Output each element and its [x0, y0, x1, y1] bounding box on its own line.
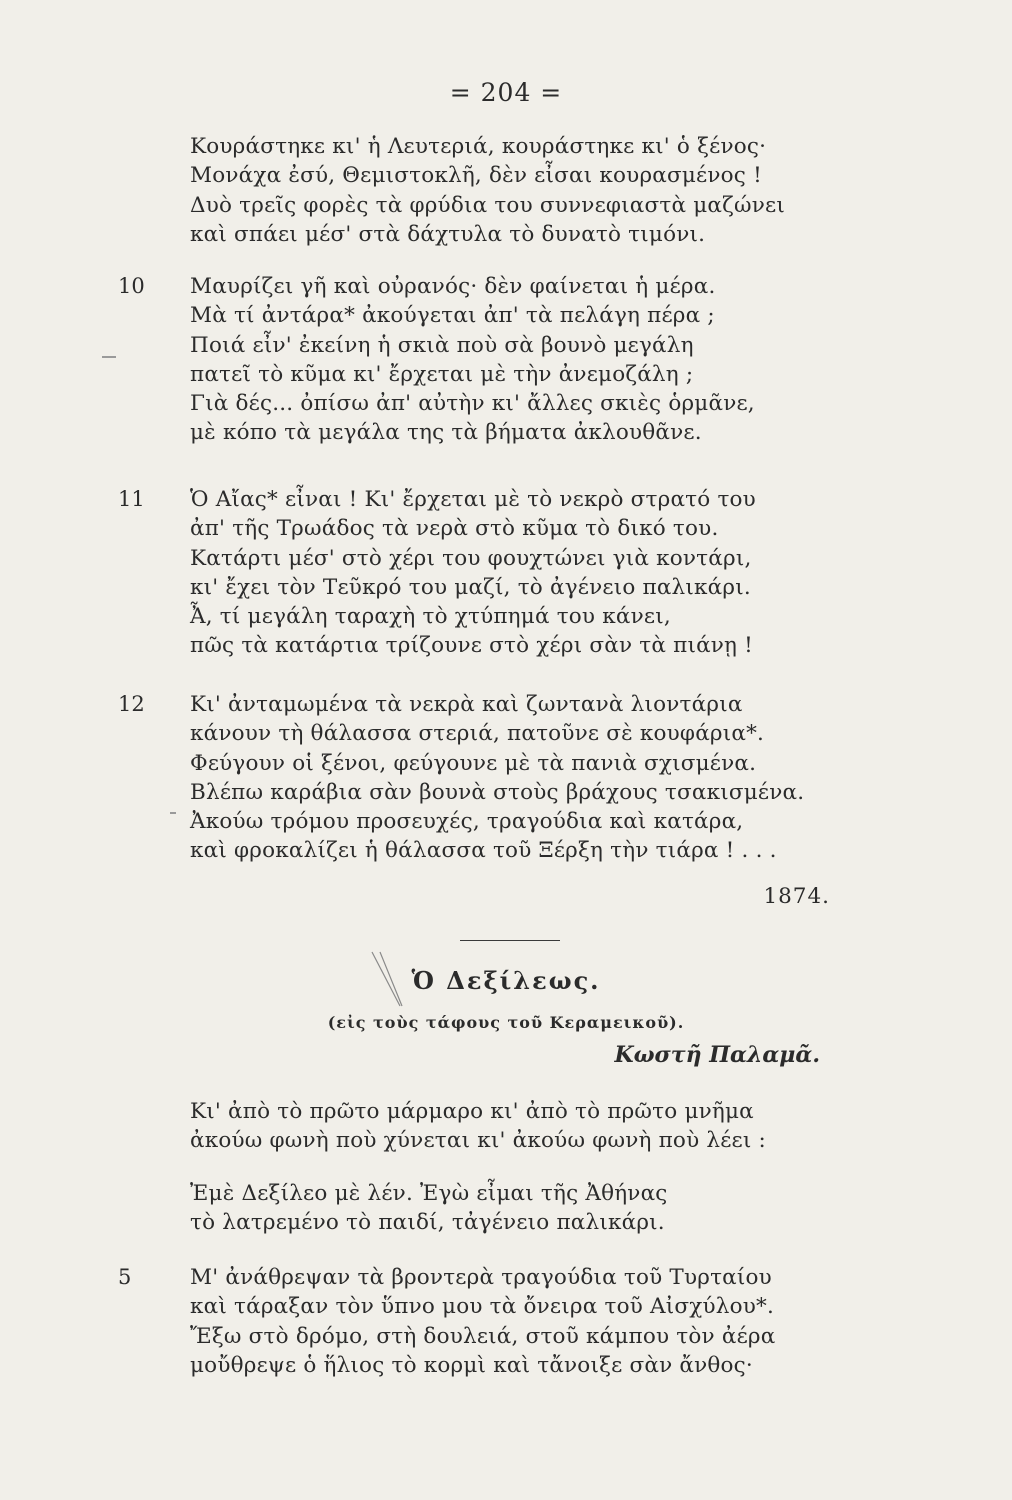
verse-line: Κι' ἀπὸ τὸ πρῶτο μάρμαρο κι' ἀπὸ τὸ πρῶτο μνῆμα	[190, 1099, 754, 1124]
verse-line: ἀκούω φωνὴ ποὺ χύνεται κι' ἀκούω φωνὴ ποὺ λέει :	[190, 1128, 766, 1154]
stanza-number: 5	[118, 1265, 132, 1289]
verse-line: Δυὸ τρεῖς φορὲς τὰ φρύδια του συννεφιαστὰ μαζώνει	[190, 192, 785, 218]
verse-line: Μονάχα ἐσύ, Θεμιστοκλῆ, δὲν εἶσαι κουρασμένος !	[190, 163, 762, 189]
stanza	[190, 272, 840, 448]
stanza-number: 10	[118, 274, 145, 298]
verse-line: Μὰ τί ἀντάρα* ἀκούγεται ἀπ' τὰ πελάγη πέρα ;	[190, 303, 715, 329]
verse-line: Ἆ, τί μεγάλη ταραχὴ τὸ χτύπημά του κάνει,	[190, 604, 671, 630]
stanza	[190, 1179, 840, 1238]
verse-line: πῶς τὰ κατάρτια τρίζουνε στὸ χέρι σὰν τὰ πιάνῃ !	[190, 633, 754, 659]
margin-mark	[102, 356, 116, 358]
verse-line: καὶ σπάει μέσ' στὰ δάχτυλα τὸ δυνατὸ τιμόνι.	[190, 221, 706, 247]
margin-mark	[170, 812, 176, 814]
verse-line: Ἐμὲ Δεξίλεο μὲ λέν. Ἐγὼ εἶμαι τῆς Ἀθήνας	[190, 1181, 668, 1206]
verse-line: Φεύγουν οἱ ξένοι, φεύγουνε μὲ τὰ πανιὰ σχισμένα.	[190, 750, 757, 776]
poem-title: Ὁ Δεξίλεως.	[411, 966, 601, 995]
verse-line: καὶ τάραξαν τὸν ὕπνο μου τὰ ὄνειρα τοῦ Αἰσχύλου*.	[190, 1294, 774, 1320]
page-number: = 204 =	[449, 78, 563, 107]
stanza	[190, 132, 840, 249]
verse-line: μὲ κόπο τὰ μεγάλα της τὰ βήματα ἀκλουθᾶνε.	[190, 420, 702, 446]
stanza-number: 12	[118, 692, 145, 716]
verse-line: Κατάρτι μέσ' στὸ χέρι του φουχτώνει γιὰ κοντάρι,	[190, 545, 752, 571]
verse-line: κάνουν τὴ θάλασσα στεριά, πατοῦνε σὲ κουφάρια*.	[190, 721, 765, 747]
verse-line: Κι' ἀνταμωμένα τὰ νεκρὰ καὶ ζωντανὰ λιοντάρια	[190, 692, 743, 717]
stanza	[190, 1097, 840, 1156]
verse-line: μοὔθρεψε ὁ ἥλιος τὸ κορμὶ καὶ τἄνοιξε σὰν ἄνθος·	[190, 1352, 753, 1378]
verse-line: καὶ φροκαλίζει ἡ θάλασσα τοῦ Ξέρξη τὴν τιάρα ! . . .	[190, 838, 777, 864]
poem-subtitle: (εἰς τοὺς τάφους τοῦ Κεραμεικοῦ).	[327, 1013, 685, 1032]
stanza	[190, 690, 840, 866]
stanza-number: 11	[118, 487, 145, 511]
verse-line: Ἀκούω τρόμου προσευχές, τραγούδια καὶ κατάρα,	[190, 809, 744, 835]
verse-line: Ποιά εἶν' ἐκείνη ἡ σκιὰ ποὺ σὰ βουνὸ μεγάλη	[190, 332, 694, 358]
verse-line: τὸ λατρεμένο τὸ παιδί, τἀγένειο παλικάρι.	[190, 1210, 665, 1236]
stanza	[190, 1263, 840, 1380]
verse-line: ἀπ' τῆς Τρωάδος τὰ νερὰ στὸ κῦμα τὸ δικό του.	[190, 516, 719, 542]
verse-line: Μ' ἀνάθρεψαν τὰ βροντερὰ τραγούδια τοῦ Τυρταίου	[190, 1265, 772, 1290]
poem-author: Κωστῆ Παλαμᾶ.	[614, 1042, 820, 1068]
verse-line: Ὁ Αἴας* εἶναι ! Κι' ἔρχεται μὲ τὸ νεκρὸ στρατό του	[190, 487, 756, 512]
section-divider	[460, 940, 560, 941]
verse-line: Γιὰ δές... ὀπίσω ἀπ' αὐτὴν κι' ἄλλες σκιὲς ὁρμᾶνε,	[190, 391, 755, 417]
verse-line: Βλέπω καράβια σὰν βουνὰ στοὺς βράχους τσακισμένα.	[190, 779, 805, 805]
poem-date: 1874.	[763, 884, 830, 909]
verse-line: Μαυρίζει γῆ καὶ οὐρανός· δὲν φαίνεται ἡ μέρα.	[190, 274, 716, 299]
verse-line: κι' ἔχει τὸν Τεῦκρό του μαζί, τὸ ἀγένειο παλικάρι.	[190, 574, 751, 600]
verse-line: Κουράστηκε κι' ἡ Λευτεριά, κουράστηκε κι' ὁ ξένος·	[190, 134, 767, 159]
stanza	[190, 485, 840, 661]
verse-line: Ἔξω στὸ δρόμο, στὴ δουλειά, στοῦ κάμπου τὸν ἀέρα	[190, 1323, 776, 1349]
verse-line: πατεῖ τὸ κῦμα κι' ἔρχεται μὲ τὴν ἀνεμοζάλη ;	[190, 361, 694, 387]
